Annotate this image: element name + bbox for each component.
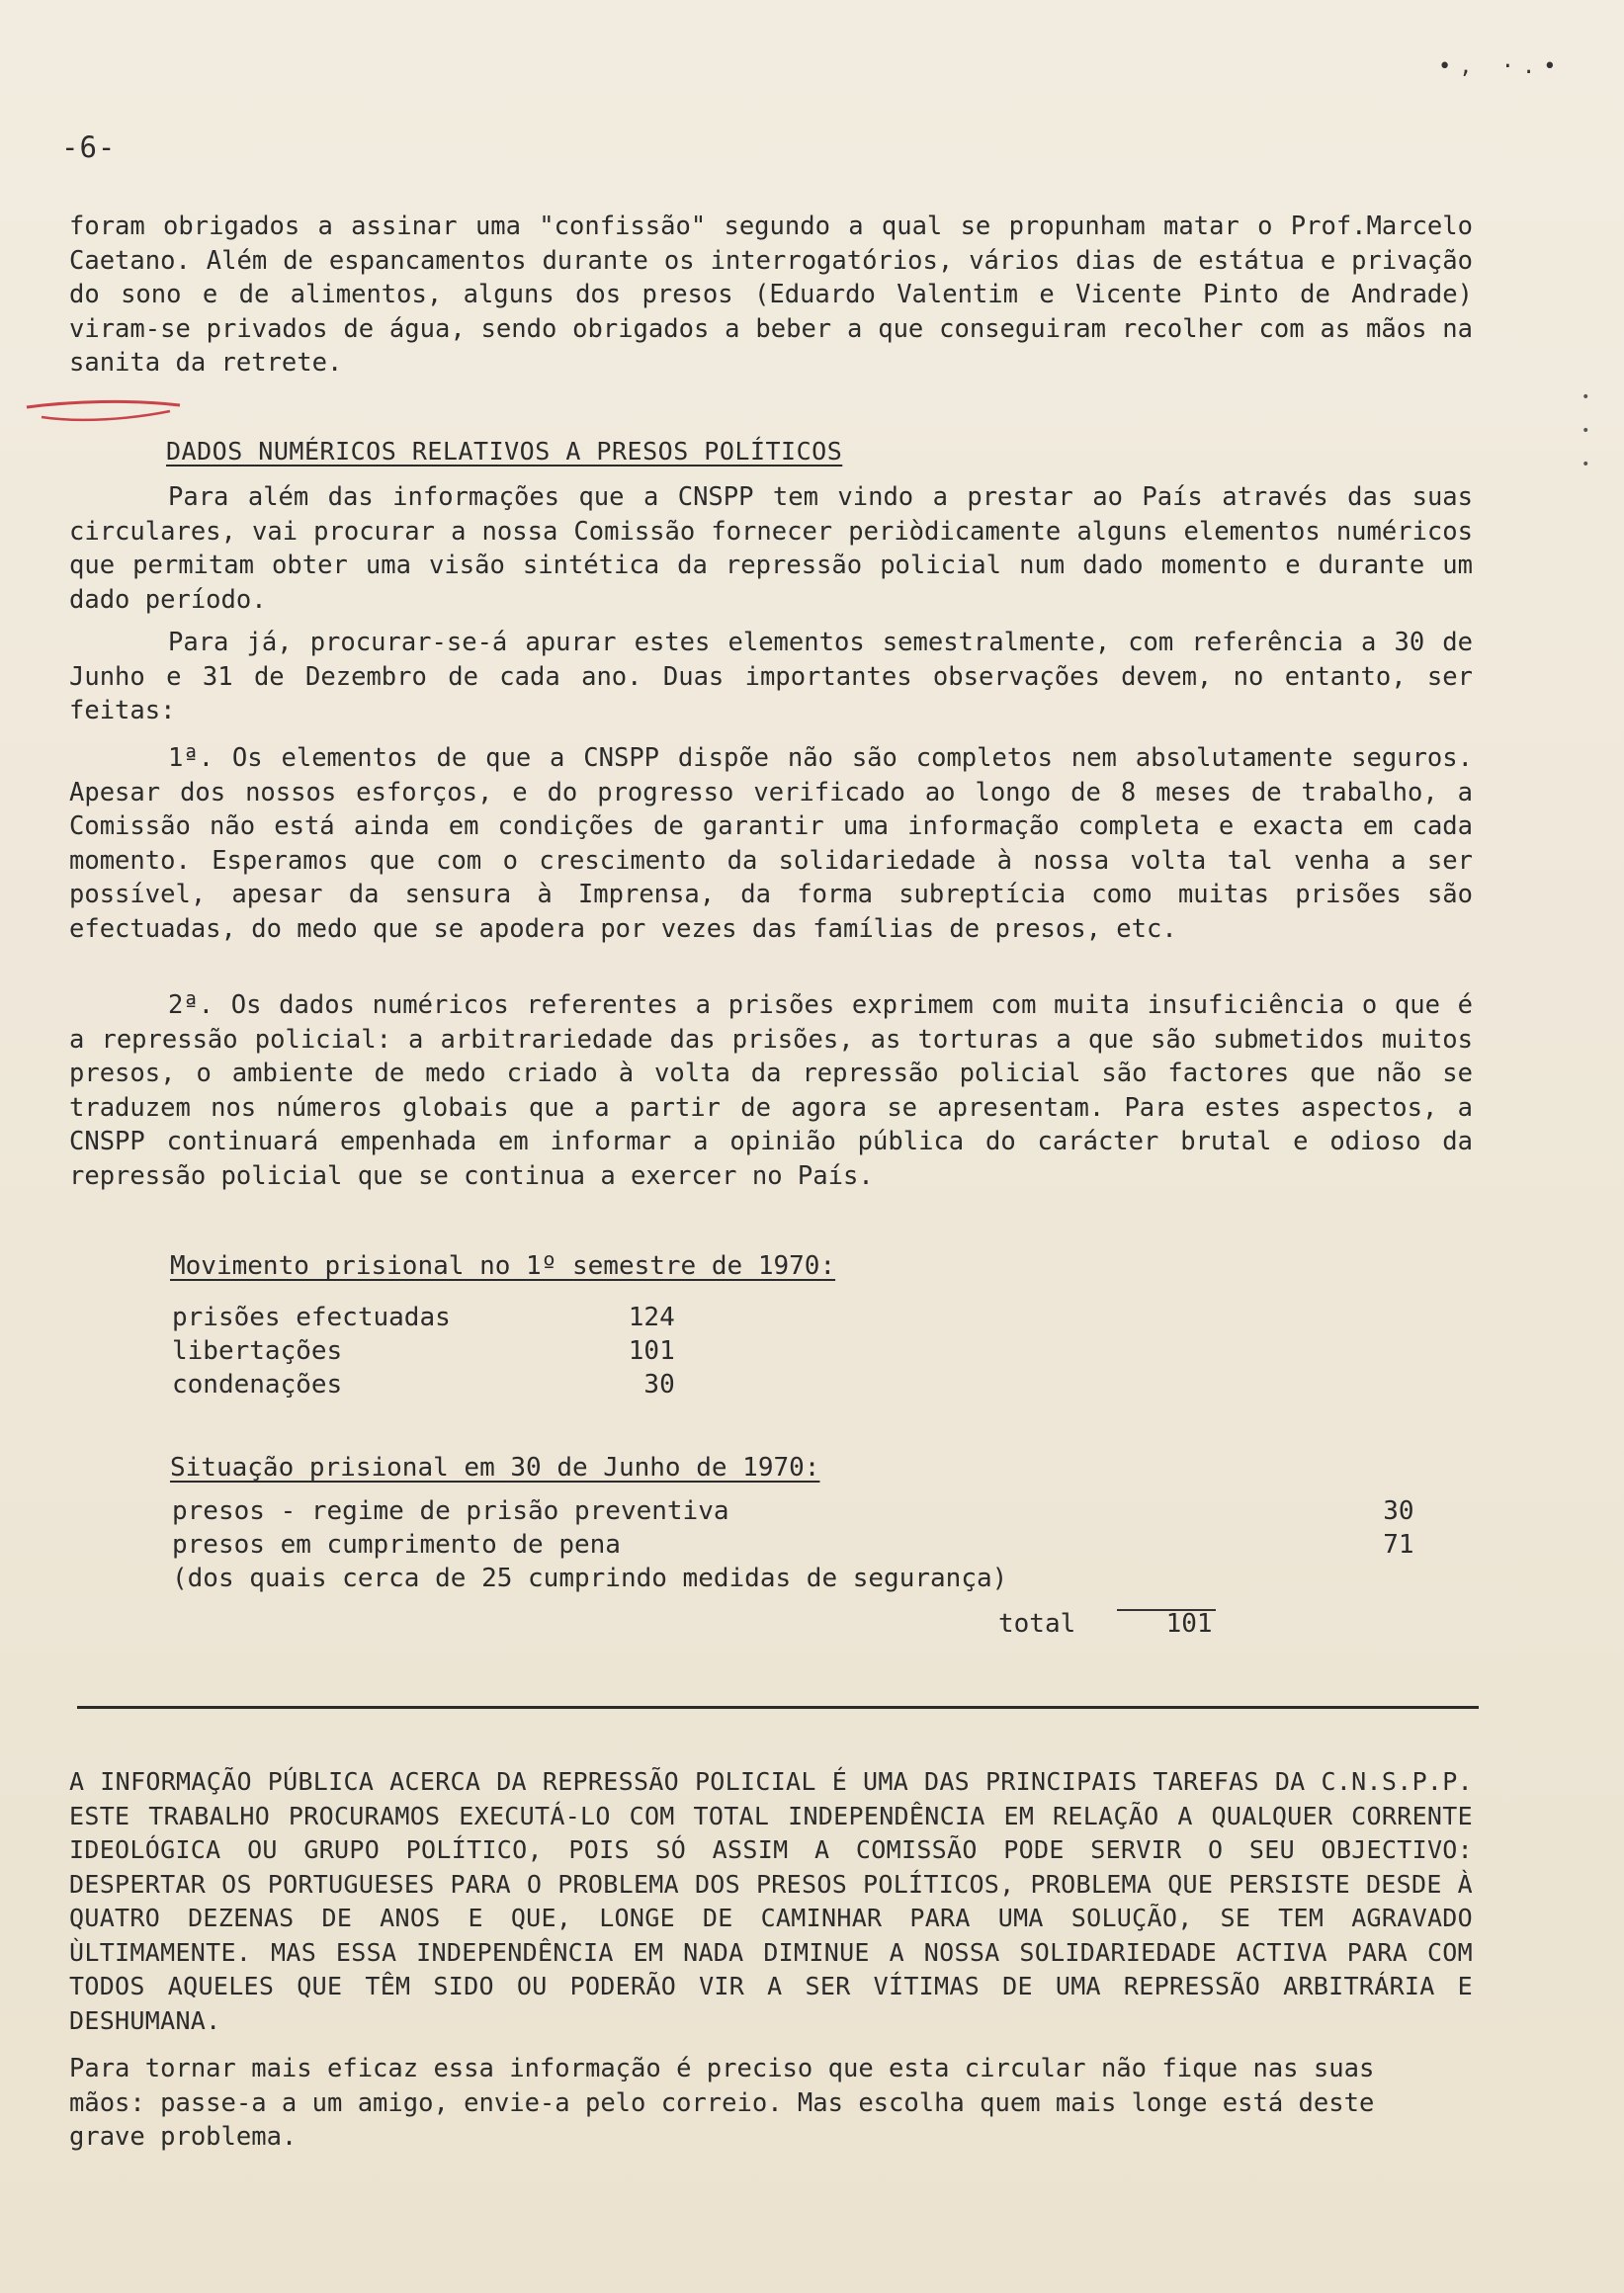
body-paragraph-2	[69, 626, 1473, 728]
side-dot: •	[1581, 457, 1590, 472]
table-row	[172, 1301, 675, 1334]
row-label: condenações	[172, 1370, 343, 1400]
situation-table	[172, 1494, 1414, 1595]
row-value: 30	[1383, 1496, 1414, 1526]
paragraph-text: Para além das informações que a CNSPP tem vindo a prestar ao País através das suas circulares, vai procurar a nossa Comissão fornecer periòdicamente alguns elementos numéricos que permitam obter uma visão sintética da repressão policial num dado momento e durante um dado período.	[69, 482, 1473, 615]
red-pencil-mark	[22, 393, 190, 433]
total-row	[998, 1609, 1213, 1639]
body-paragraph-3	[69, 741, 1473, 946]
side-dot: •	[1581, 389, 1590, 405]
movement-table	[172, 1301, 675, 1401]
row-label: prisões efectuadas	[172, 1303, 451, 1332]
side-dot: •	[1581, 423, 1590, 439]
paragraph-text: 1ª. Os elementos de que a CNSPP dispõe não são completos nem absolutamente seguros. Apesar dos nossos esforços, e do progresso verificado ao longo de 8 meses de trabalho, a Comissão não está ainda em condições de garantir uma informação completa e exacta em cada momento. Esperamos que com o crescimento da solidariedade à nossa volta tal venha a ser possível, apesar da sensura à Imprensa, da forma subreptícia como muitas prisões são efectuadas, do medo que se apodera por vezes das famílias de presos, etc.	[69, 743, 1473, 944]
total-label: total	[998, 1609, 1076, 1639]
final-paragraph: Para tornar mais eficaz essa informação é preciso que esta circular não fique nas suas mãos: passe-a a um amigo, envie-a pelo correio. Mas escolha quem mais longe está deste grave problema.	[69, 2054, 1375, 2152]
corner-marks: •, ·.•	[1438, 54, 1565, 79]
table-row	[172, 1528, 1414, 1562]
section-divider	[77, 1706, 1479, 1709]
row-label: presos em cumprimento de pena	[172, 1530, 621, 1560]
movement-title: Movimento prisional no 1º semestre de 1970:	[170, 1251, 836, 1281]
row-value: 101	[628, 1336, 675, 1366]
section-heading: DADOS NUMÉRICOS RELATIVOS A PRESOS POLÍTICOS	[166, 437, 843, 466]
row-value	[1007, 1562, 1413, 1595]
row-value: 124	[628, 1303, 675, 1332]
body-paragraph-1	[69, 480, 1473, 617]
row-label: presos - regime de prisão preventiva	[172, 1496, 729, 1526]
page-number: -6-	[61, 130, 117, 164]
row-value: 30	[643, 1370, 675, 1400]
table-row	[172, 1368, 675, 1401]
row-label: libertações	[172, 1336, 343, 1366]
caps-notice: A INFORMAÇÃO PÚBLICA ACERCA DA REPRESSÃO POLICIAL É UMA DAS PRINCIPAIS TAREFAS DA C.N.S.P.P. ESTE TRABALHO PROCURAMOS EXECUTÁ-LO COM TOTAL INDEPENDÊNCIA EM RELAÇÃO A QUALQUER CORRENTE IDEOLÓGICA OU GRUPO POLÍTICO, POIS SÓ ASSIM A COMISSÃO PODE SERVIR O SEU OBJECTIVO: DESPERTAR OS PORTUGUESES PARA O PROBLEMA DOS PRESOS POLÍTICOS, PROBLEMA QUE PERSISTE DESDE À QUATRO DEZENAS DE ANOS E QUE, LONGE DE CAMINHAR PARA UMA SOLUÇÃO, SE TEM AGRAVADO ÙLTIMAMENTE. MAS ESSA INDEPENDÊNCIA EM NADA DIMINUE A NOSSA SOLIDARIEDADE ACTIVA PARA COM TODOS AQUELES QUE TÊM SIDO OU PODERÃO VIR A SER VÍTIMAS DE UMA REPRESSÃO ARBITRÁRIA E DESHUMANA.	[69, 1767, 1473, 2035]
body-paragraph-4	[69, 988, 1473, 1193]
table-row	[172, 1494, 1414, 1528]
intro-text: foram obrigados a assinar uma "confissão" segundo a qual se propunham matar o Prof.Marcelo Caetano. Além de espancamentos durante os interrogatórios, vários dias de estátua e privação do sono e de alimentos, alguns dos presos (Eduardo Valentim e Vicente Pinto de Andrade) viram-se privados de água, sendo obrigados a beber a que conseguiram recolher com as mãos na sanita da retrete.	[69, 212, 1473, 378]
paragraph-text: 2ª. Os dados numéricos referentes a prisões exprimem com muita insuficiência o que é a repressão policial: a arbitrariedade das prisões, as torturas a que são submetidos muitos presos, o ambiente de medo criado à volta da repressão policial são factores que não se traduzem nos números globais que a partir de agora se apresentam. Para estes aspectos, a CNSPP continuará empenhada em informar a opinião pública do carácter brutal e odioso da repressão policial que se continua a exercer no País.	[69, 990, 1473, 1191]
intro-paragraph	[69, 210, 1473, 381]
row-label: (dos quais cerca de 25 cumprindo medidas de segurança)	[172, 1564, 1008, 1593]
paragraph-text: Para já, procurar-se-á apurar estes elementos semestralmente, com referência a 30 de Junho e 31 de Dezembro de cada ano. Duas importantes observações devem, no entanto, ser feitas:	[69, 628, 1473, 725]
table-row	[172, 1334, 675, 1368]
table-row	[172, 1562, 1414, 1595]
total-value: 101	[1165, 1609, 1213, 1639]
situation-title: Situação prisional em 30 de Junho de 1970:	[170, 1453, 820, 1483]
row-value: 71	[1383, 1530, 1414, 1560]
side-dots	[1581, 381, 1589, 481]
